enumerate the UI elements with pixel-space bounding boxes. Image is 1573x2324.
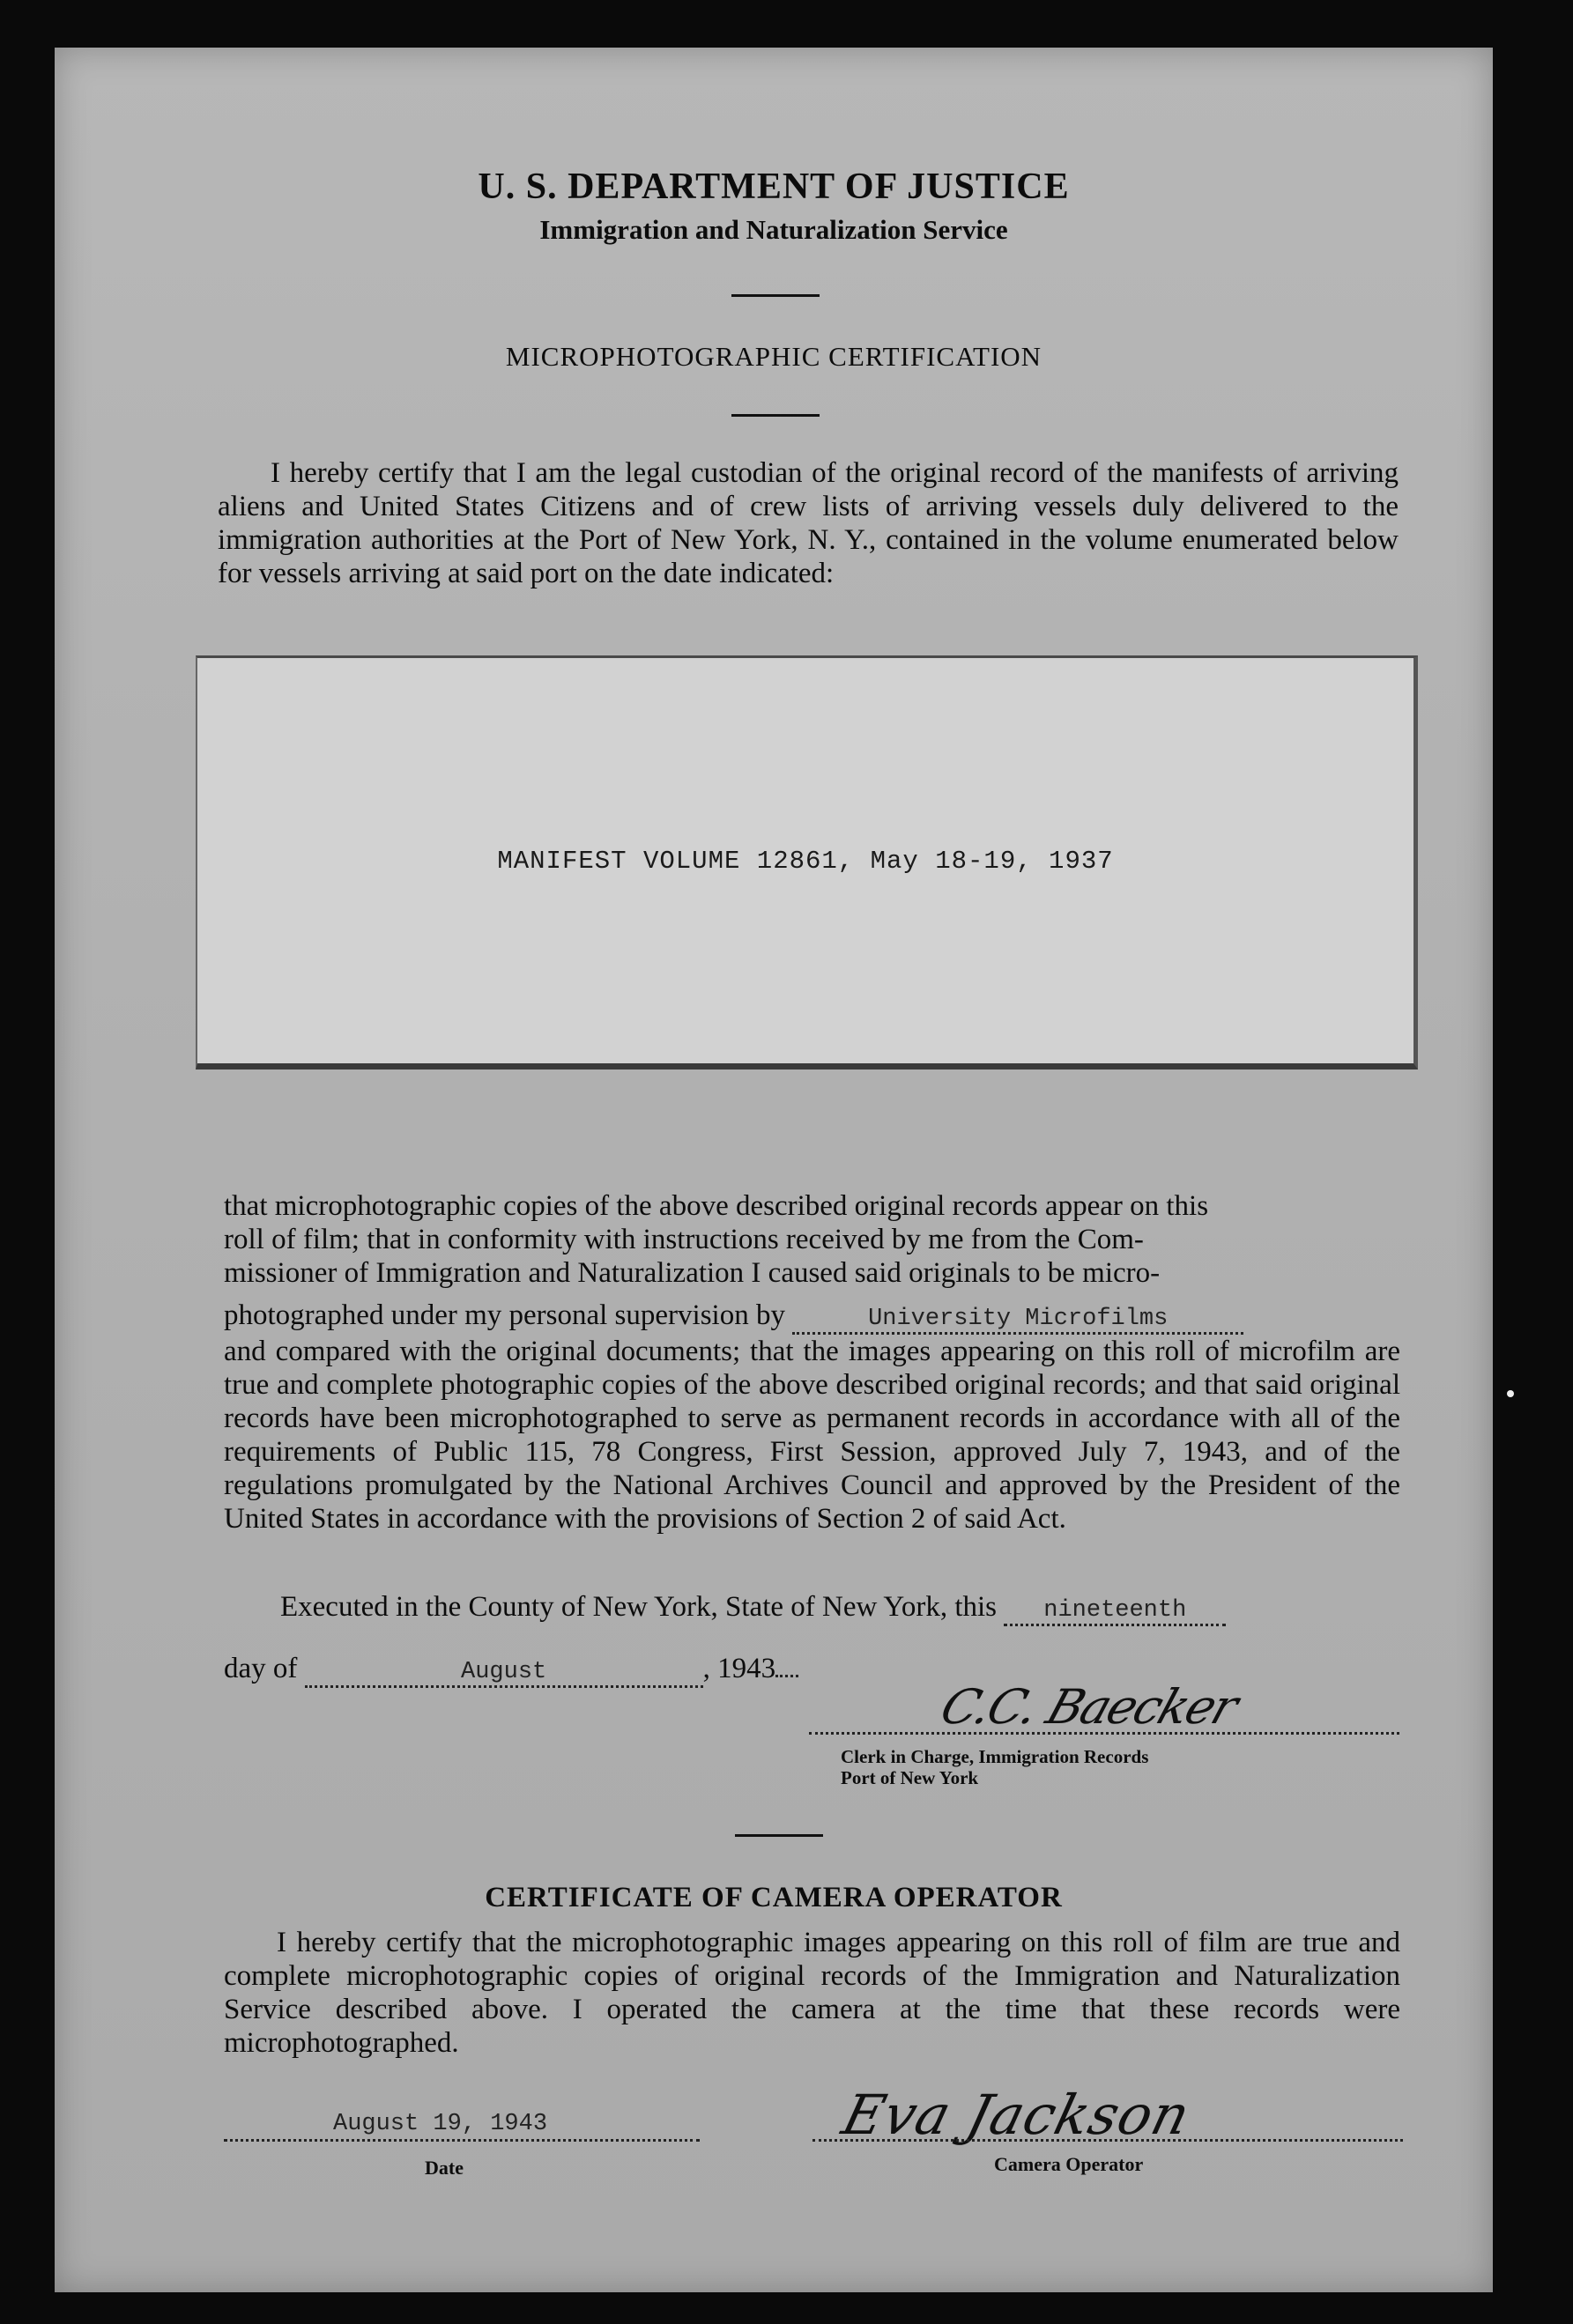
divider xyxy=(731,414,820,417)
certification-title: MICROPHOTOGRAPHIC CERTIFICATION xyxy=(505,341,1042,372)
copies-paragraph-rest: and compared with the original documents; that the images appearing on this roll of microfilm are true and complete photographic copies of the above described original records; and that said original records have been microphotographed to serve as permanent records in accordance with all of the requirements of Public 115, 78 Congress, First Session, approved July 7, 1943, and of the regulations promulgated by the National Archives Council and approved by the President of the United States in accordance with the provisions of Section 2 of said Act. xyxy=(224,1336,1400,1535)
supervision-line xyxy=(224,1299,1400,1335)
service-subheading: Immigration and Naturalization Service xyxy=(539,214,1008,245)
camera-certificate-paragraph: I hereby certify that the microphotographic images appearing on this roll of film are true and complete microphotographic copies of original records of the Immigration and Naturalization Service described above. I operated the camera at the time that these records were microphotographed. xyxy=(224,1927,1400,2059)
clerk-port-line: Port of New York xyxy=(841,1767,979,1788)
execution-year: , 1943 xyxy=(702,1653,776,1684)
dust-speck xyxy=(1507,1390,1514,1397)
department-heading: U. S. DEPARTMENT OF JUSTICE xyxy=(478,167,1070,207)
execution-month-field: August xyxy=(305,1659,703,1688)
copies-paragraph xyxy=(224,1189,1400,1536)
clerk-signature: C.C. Baecker xyxy=(933,1679,1244,1735)
clerk-signature-line xyxy=(809,1732,1399,1735)
camera-certificate-title: CERTIFICATE OF CAMERA OPERATOR xyxy=(485,1882,1063,1913)
divider xyxy=(735,1834,823,1837)
manifest-label-slip xyxy=(196,655,1418,1069)
execution-line xyxy=(280,1591,1226,1626)
date-label: Date xyxy=(425,2157,464,2179)
day-of-label: day of xyxy=(224,1653,298,1684)
paragraph-line: roll of film; that in conformity with instructions received by me from the Com- xyxy=(224,1224,1144,1255)
camera-operator-label: Camera Operator xyxy=(994,2153,1144,2175)
clerk-title xyxy=(841,1746,1148,1788)
execution-prefix: Executed in the County of New York, State of New York, this xyxy=(280,1591,998,1623)
paragraph-line: missioner of Immigration and Naturalization I caused said originals to be micro- xyxy=(224,1257,1161,1289)
day-of-line xyxy=(224,1653,798,1688)
paragraph-line: that microphotographic copies of the above described original records appear on this xyxy=(224,1190,1209,1222)
execution-day-field: nineteenth xyxy=(1004,1597,1226,1626)
supervision-prefix: photographed under my personal supervision by xyxy=(224,1299,785,1331)
date-line xyxy=(224,2139,700,2142)
clerk-title-line: Clerk in Charge, Immigration Records xyxy=(841,1746,1149,1767)
operator-date-value: August 19, 1943 xyxy=(333,2111,548,2137)
custodian-paragraph: I hereby certify that I am the legal custodian of the original record of the manifests of arriving aliens and United States Citizens and of crew lists of arriving vessels duly delivered to the immigration authorities at the Port of New York, N. Y., contained in the volume enumerated below for vessels arriving at said port on the date indicated: xyxy=(218,457,1399,589)
manifest-volume: MANIFEST VOLUME 12861, May 18-19, 1937 xyxy=(497,847,1114,876)
dotted-leader xyxy=(775,1675,798,1677)
supervisor-field: University Microfilms xyxy=(792,1306,1243,1335)
operator-signature-line xyxy=(812,2139,1403,2142)
divider xyxy=(731,294,820,297)
operator-signature: Eva Jackson xyxy=(835,2083,1198,2147)
certificate-page xyxy=(55,48,1493,2292)
